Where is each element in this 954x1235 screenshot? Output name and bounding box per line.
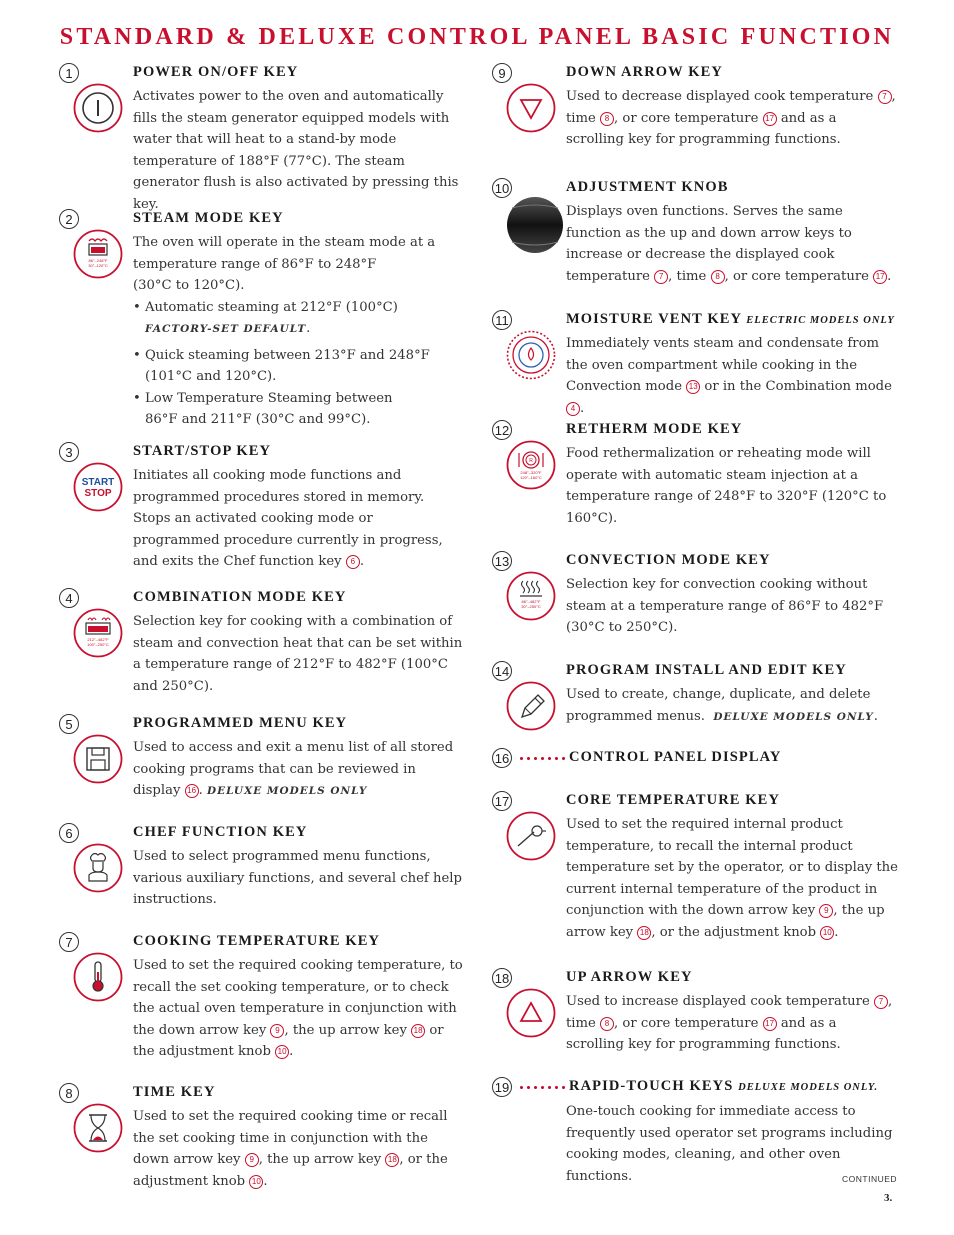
- ref-marker: 9: [245, 1153, 259, 1167]
- description: One-touch cooking for immediate access to frequently used operator set programs including cooking modes, cleaning, and other oven functions.: [566, 1104, 893, 1184]
- ref-marker: 17: [763, 112, 777, 126]
- ref-marker: 9: [270, 1024, 284, 1038]
- programmed-menu-icon: [73, 734, 123, 784]
- ref-marker: 9: [819, 904, 833, 918]
- entry-up-arrow-key: [492, 968, 902, 1068]
- intro: The oven will operate in the steam mode at a temperature range of 86°F to 248°F: [133, 235, 436, 272]
- description: Selection key for cooking with a combination of steam and convection heat that can be set within a temperature range of 212°F to 482°F (100°C and 250°C).: [133, 614, 463, 694]
- ref-marker: 10: [820, 926, 834, 940]
- item-number: 14: [492, 661, 512, 681]
- item-number: 10: [492, 178, 512, 198]
- moisture-vent-icon: [506, 330, 556, 380]
- entry-convection-mode-key: [492, 551, 902, 651]
- deluxe-note: DELUXE MODELS ONLY.: [738, 1082, 879, 1093]
- item-number: 16: [492, 748, 512, 768]
- entry-core-temperature-key: [492, 791, 902, 956]
- item-number: 2: [59, 209, 79, 229]
- bullet-item: • Automatic steaming at 212°F (100°C): [133, 297, 463, 319]
- description: Selection key for convection cooking without steam at a temperature range of 86°F to 482°F (30°C to 250°C).: [566, 577, 884, 635]
- ref-marker: 13: [686, 380, 700, 394]
- heading: MOISTURE VENT KEY ELECTRIC MODELS ONLY: [566, 311, 895, 327]
- entry-time-key: [59, 1083, 464, 1193]
- up-arrow-icon: [506, 988, 556, 1038]
- entry-cooking-temperature-key: [59, 932, 464, 1072]
- entry-combination-mode-key: [59, 588, 464, 703]
- page-number: 3.: [884, 1192, 893, 1204]
- core-temperature-icon: [506, 811, 556, 861]
- combination-range-c: 100°–250°C: [87, 642, 109, 647]
- hourglass-icon: [73, 1103, 123, 1153]
- svg-text:R: R: [529, 458, 533, 464]
- dotted-leader: [518, 1086, 568, 1089]
- heading: ADJUSTMENT KNOB: [566, 179, 729, 195]
- item-number: 6: [59, 823, 79, 843]
- ref-marker: 18: [385, 1153, 399, 1167]
- combination-mode-icon: [73, 608, 123, 658]
- ref-marker: 8: [600, 112, 614, 126]
- steam-mode-icon: [73, 229, 123, 279]
- item-number: 13: [492, 551, 512, 571]
- intro-range: (30°C to 120°C).: [133, 278, 245, 293]
- chef-function-icon: [73, 843, 123, 893]
- heading: POWER ON/OFF KEY: [133, 64, 299, 80]
- description: Used to create, change, duplicate, and delete programmed menus. DELUXE MODELS ONLY.: [566, 687, 878, 724]
- bullet-item: • Quick steaming between 213°F and 248°F (101°C and 120°C).: [133, 345, 463, 388]
- start-label: START: [81, 477, 115, 488]
- description: Food rethermalization or reheating mode will operate with automatic steam injection at a temperature range of 248°F to 320°F (120°C to 160°C).: [566, 446, 887, 526]
- heading: STEAM MODE KEY: [133, 210, 284, 226]
- ref-marker: 16: [185, 784, 199, 798]
- steam-range-f: 86°–248°F: [88, 258, 108, 263]
- ref-marker: 7: [878, 90, 892, 104]
- deluxe-note: DELUXE MODELS ONLY: [207, 785, 368, 797]
- entry-chef-function-key: [59, 823, 464, 918]
- description: Used to set the required internal product temperature, to recall the internal product temperature set by the operator, or to display the current internal temperature of the product in conjunction with the down arrow key 9 , the up arrow key 18 , or the adjustment knob 10 .: [566, 817, 898, 940]
- item-number: 7: [59, 932, 79, 952]
- ref-marker: 18: [637, 926, 651, 940]
- convection-range-c: 30°–250°C: [521, 604, 541, 609]
- heading: START/STOP KEY: [133, 443, 272, 459]
- heading: COOKING TEMPERATURE KEY: [133, 933, 381, 949]
- item-number: 3: [59, 442, 79, 462]
- pencil-icon: [506, 681, 556, 731]
- ref-marker: 7: [874, 995, 888, 1009]
- adjustment-knob-icon[interactable]: [506, 196, 564, 254]
- description: Used to access and exit a menu list of all stored cooking programs that can be reviewed in display 16 . DELUXE MODELS ONLY: [133, 740, 454, 798]
- power-icon: [73, 83, 123, 133]
- convection-mode-icon: [506, 571, 556, 621]
- ref-marker: 8: [600, 1017, 614, 1031]
- ref-marker: 17: [873, 270, 887, 284]
- ref-marker: 17: [763, 1017, 777, 1031]
- entry-moisture-vent-key: [492, 310, 902, 416]
- item-number: 12: [492, 420, 512, 440]
- page-title: STANDARD & DELUXE CONTROL PANEL BASIC FUNCTION: [59, 24, 895, 50]
- heading: COMBINATION MODE KEY: [133, 589, 347, 605]
- entry-control-panel-display: [492, 748, 902, 774]
- heading: RETHERM MODE KEY: [566, 421, 743, 437]
- thermometer-icon: [73, 952, 123, 1002]
- convection-range-f: 86°–482°F: [521, 599, 541, 604]
- entry-down-arrow-key: [492, 63, 902, 163]
- factory-default-note: FACTORY-SET DEFAULT: [145, 323, 307, 335]
- description: Used to set the required cooking time or recall the set cooking time in conjunction with the down arrow key 9 , the up arrow key 18 , or the adjustment knob 10 .: [133, 1109, 448, 1189]
- steam-range-c: 30°–120°C: [88, 263, 108, 268]
- item-number: 11: [492, 310, 512, 330]
- bullet-item: • Low Temperature Steaming between 86°F and 211°F (30°C and 99°C).: [133, 388, 463, 431]
- heading: RAPID-TOUCH KEYS DELUXE MODELS ONLY.: [569, 1078, 879, 1094]
- entry-power-key: [59, 63, 464, 212]
- heading: TIME KEY: [133, 1084, 216, 1100]
- electric-only-note: ELECTRIC MODELS ONLY: [746, 315, 895, 326]
- bullet-list: [133, 297, 463, 319]
- item-number: 17: [492, 791, 512, 811]
- retherm-range-f: 248°–320°F: [520, 470, 542, 475]
- entry-start-stop-key: [59, 442, 464, 582]
- entry-adjustment-knob: [492, 178, 902, 298]
- heading: CONVECTION MODE KEY: [566, 552, 771, 568]
- stop-label: STOP: [84, 488, 112, 499]
- dotted-leader: [518, 757, 568, 760]
- description: The oven will operate in the steam mode at a temperature range of 86°F to 248°F (30°C to 120°C). • Automatic steaming at 212°F (100°C) FACTORY-SET DEFAULT. • Quick steaming between 213°F and 248°F (101°C and 120°C). • Low Temperature Steaming between 86°F and 211°F (30°C and 99°C).: [133, 232, 463, 431]
- ref-marker: 8: [711, 270, 725, 284]
- item-number: 8: [59, 1083, 79, 1103]
- description: Used to decrease displayed cook temperature 7 , time 8 , or core temperature 17 and as a scrolling key for programming functions.: [566, 89, 896, 147]
- entry-retherm-mode-key: [492, 420, 902, 535]
- continued-label: CONTINUED: [842, 1174, 898, 1184]
- down-arrow-icon: [506, 83, 556, 133]
- item-number: 9: [492, 63, 512, 83]
- bullet-list: [133, 345, 463, 431]
- ref-marker: 10: [275, 1045, 289, 1059]
- heading: PROGRAM INSTALL AND EDIT KEY: [566, 662, 847, 678]
- deluxe-note: DELUXE MODELS ONLY: [713, 710, 874, 723]
- heading: CHEF FUNCTION KEY: [133, 824, 308, 840]
- entry-program-install-edit-key: [492, 661, 902, 741]
- heading: UP ARROW KEY: [566, 969, 693, 985]
- ref-marker: 18: [411, 1024, 425, 1038]
- start-stop-icon: [73, 462, 123, 512]
- description: Used to select programmed menu functions, various auxiliary functions, and several chef help instructions.: [133, 849, 462, 907]
- item-number: 1: [59, 63, 79, 83]
- ref-marker: 7: [654, 270, 668, 284]
- item-number: 5: [59, 714, 79, 734]
- description: Immediately vents steam and condensate from the oven compartment while cooking in the Convection mode 13 or in the Combination mode 4 .: [566, 336, 892, 416]
- heading: CORE TEMPERATURE KEY: [566, 792, 781, 808]
- description: Used to set the required cooking temperature, to recall the set cooking temperature, or to check the actual oven temperature in conjunction with the down arrow key 9 , the up arrow key 18 or the adjustment knob 10 .: [133, 958, 463, 1059]
- entry-programmed-menu-key: [59, 714, 464, 809]
- item-number: 18: [492, 968, 512, 988]
- description: Activates power to the oven and automatically fills the steam generator equipped models with water that will heat to a stand-by mode temperature of 188°F (77°C). The steam generator flush is also activated by pressing this key.: [133, 89, 459, 212]
- description: Used to increase displayed cook temperature 7 , time 8 , or core temperature 17 and as a scrolling key for programming functions.: [566, 994, 893, 1052]
- heading: CONTROL PANEL DISPLAY: [569, 749, 782, 765]
- ref-marker: 10: [249, 1175, 263, 1189]
- ref-marker: 4: [566, 402, 580, 416]
- heading: PROGRAMMED MENU KEY: [133, 715, 348, 731]
- retherm-range-c: 120°–160°C: [520, 475, 542, 480]
- item-number: 4: [59, 588, 79, 608]
- heading: DOWN ARROW KEY: [566, 64, 723, 80]
- description: Displays oven functions. Serves the same function as the up and down arrow keys to increase or decrease the displayed cook temperature 7 , time 8 , or core temperature 17 .: [566, 204, 892, 284]
- item-number: 19: [492, 1077, 512, 1097]
- retherm-mode-icon: [506, 440, 556, 490]
- description: Initiates all cooking mode functions and programmed procedures stored in memory. Stops an activated cooking mode or programmed procedure currently in progress, and exits the Chef function key 6 .: [133, 468, 443, 569]
- ref-marker: 6: [346, 555, 360, 569]
- combination-range-f: 212°–482°F: [87, 637, 109, 642]
- entry-steam-mode-key: [59, 209, 464, 427]
